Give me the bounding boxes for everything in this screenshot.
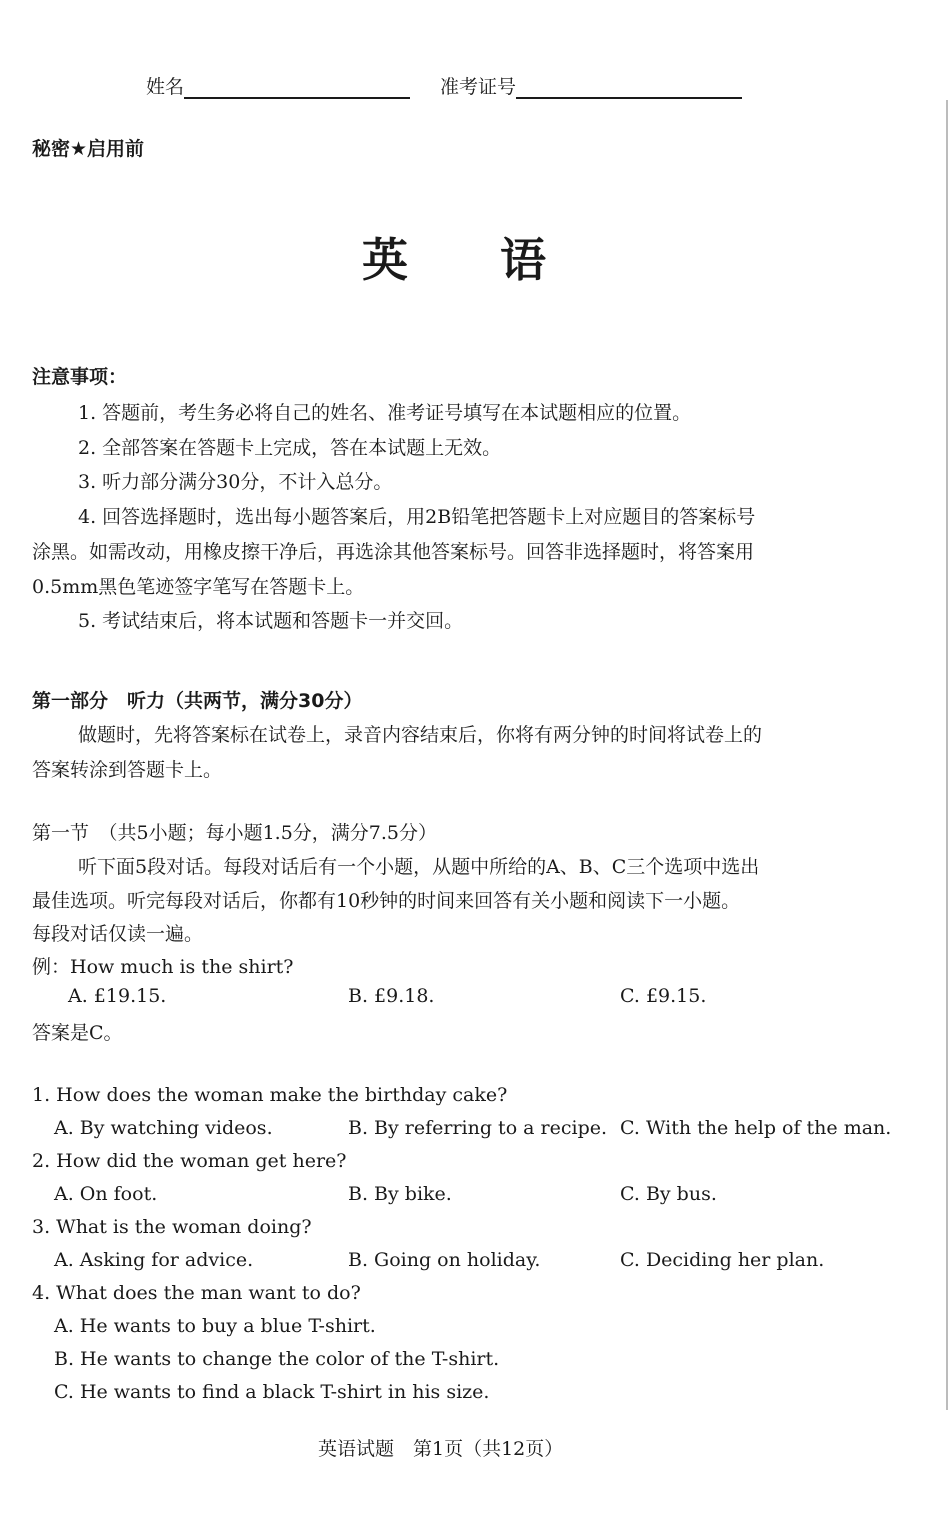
notice-item: 4. 回答选择题时，选出每小题答案后，用2B铅笔把答题卡上对应题目的答案标号: [78, 506, 756, 528]
q2-option-a: A. On foot.: [54, 1183, 158, 1205]
q4-option-b: B. He wants to change the color of the T-shirt.: [54, 1348, 500, 1370]
name-underline: [184, 75, 410, 99]
section1-heading: 第一节 （共5小题；每小题1.5分，满分7.5分）: [32, 822, 438, 844]
q4-option-c: C. He wants to find a black T-shirt in his size.: [54, 1381, 490, 1403]
q4-option-a: A. He wants to buy a blue T-shirt.: [54, 1315, 376, 1337]
name-field: [146, 72, 410, 99]
example-option-c: C. £9.15.: [620, 985, 707, 1007]
q1-option-a: A. By watching videos.: [54, 1117, 273, 1139]
section1-instructions: 听下面5段对话。每段对话后有一个小题，从题中所给的A、B、C三个选项中选出: [78, 856, 760, 878]
name-label: 姓名: [146, 76, 185, 98]
part1-heading: 第一部分 听力（共两节，满分30分）: [32, 690, 363, 712]
q2-option-c: C. By bus.: [620, 1183, 717, 1205]
question-2: 2. How did the woman get here?: [32, 1150, 347, 1172]
part1-intro: 答案转涂到答题卡上。: [32, 759, 223, 781]
notice-item: 3. 听力部分满分30分，不计入总分。: [78, 471, 393, 493]
section1-instructions: 最佳选项。听完每段对话后，你都有10秒钟的时间来回答有关小题和阅读下一小题。: [32, 890, 741, 912]
q1-option-c: C. With the help of the man.: [620, 1117, 892, 1139]
q3-option-a: A. Asking for advice.: [54, 1249, 254, 1271]
example-option-b: B. £9.18.: [348, 985, 435, 1007]
page-edge-rule: [946, 100, 948, 1410]
question-3: 3. What is the woman doing?: [32, 1216, 312, 1238]
notice-heading: 注意事项：: [32, 366, 128, 388]
q3-option-b: B. Going on holiday.: [348, 1249, 541, 1271]
example-question: 例：How much is the shirt?: [32, 956, 294, 978]
notice-item: 1. 答题前，考生务必将自己的姓名、准考证号填写在本试题相应的位置。: [78, 402, 692, 424]
question-1: 1. How does the woman make the birthday cake?: [32, 1084, 508, 1106]
question-4: 4. What does the man want to do?: [32, 1282, 361, 1304]
q1-option-b: B. By referring to a recipe.: [348, 1117, 608, 1139]
notice-item-continued: 0.5mm黑色笔迹签字笔写在答题卡上。: [32, 576, 365, 598]
section1-instructions: 每段对话仅读一遍。: [32, 923, 204, 945]
example-option-a: A. £19.15.: [68, 985, 167, 1007]
page-footer: 英语试题 第1页（共12页）: [318, 1438, 564, 1460]
notice-item: 2. 全部答案在答题卡上完成，答在本试题上无效。: [78, 437, 502, 459]
exam-id-underline: [516, 75, 742, 99]
secret-label: 秘密★启用前: [32, 138, 145, 160]
example-answer: 答案是C。: [32, 1022, 123, 1044]
part1-intro: 做题时，先将答案标在试卷上，录音内容结束后，你将有两分钟的时间将试卷上的: [78, 724, 763, 746]
exam-id-field: [440, 72, 742, 99]
notice-item: 5. 考试结束后，将本试题和答题卡一并交回。: [78, 610, 464, 632]
q2-option-b: B. By bike.: [348, 1183, 452, 1205]
q3-option-c: C. Deciding her plan.: [620, 1249, 825, 1271]
notice-item-continued: 涂黑。如需改动，用橡皮擦干净后，再选涂其他答案标号。回答非选择题时，将答案用: [32, 541, 755, 563]
page-title: 英 语: [362, 233, 546, 287]
exam-id-label: 准考证号: [440, 76, 517, 98]
